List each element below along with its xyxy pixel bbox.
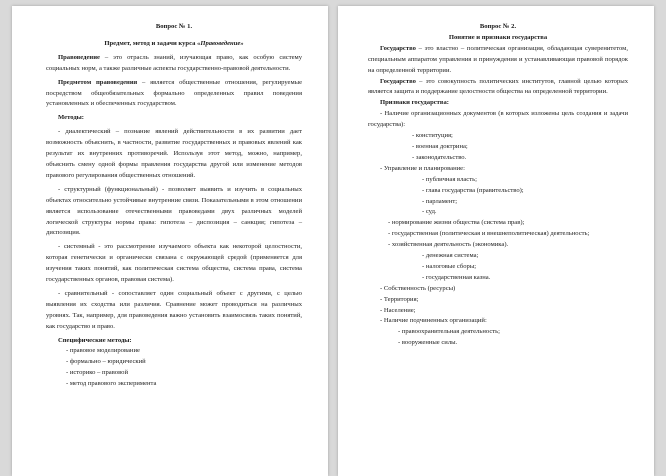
- mgmt-item: - парламент;: [422, 197, 458, 205]
- misc-item: - Собственность (ресурсы): [380, 284, 456, 292]
- method-paragraph: - диалектический – познание явлений действительности в их развитии дает возможность объяснить, в частности, развитие государственных и правовых явлений как результат их внутренних противоречий. Используя этот метод, можно, например, объяснить смену одной формы правления государства другой или изменение методов правового регулирования общественных отношений.: [46, 128, 302, 179]
- methods-title: Методы:: [58, 114, 85, 122]
- docs-item: - военная доктрина;: [412, 142, 468, 150]
- docs-item: - законодательство.: [412, 153, 467, 161]
- econ-item: - налоговые сборы;: [422, 262, 477, 270]
- docs-item: - конституция;: [412, 132, 453, 140]
- state-definition-2: Государство – это совокупность политических институтов, главной целью которых является защита и поддержание целостности общества на определенной территории.: [368, 77, 628, 96]
- document-page-1: [12, 6, 328, 476]
- subject-definition: Предметом правоведения – является общественные отношения, регулируемые посредством общеобязательных формально определенных правил поведения установленных и обеспеченных государством.: [46, 78, 303, 108]
- method-paragraph: - сравнительный - сопоставляет один социальный объект с другими, с целью выявления их сходства или различия. Сравнение может проводиться на различных уровнях. Так, например, для правоведения важно установить взаимосвязь таких понятий, как государство и право.: [46, 289, 302, 330]
- orgs-item: - правоохранительная деятельность;: [398, 328, 500, 336]
- mgmt-item: - глава государства (правительство);: [422, 186, 524, 194]
- specific-method-item: - историко – правовой: [66, 369, 128, 377]
- rules-item: - хозяйственная деятельность (экономика).: [388, 241, 509, 249]
- econ-item: - денежная система;: [422, 252, 479, 260]
- mgmt-item: - публичная власть;: [422, 175, 477, 183]
- misc-item: - Население;: [380, 306, 416, 314]
- state-definition-1: Государство – это властно – политическая организация, обладающая суверенитетом, специальным аппаратом управления и принуждения и устанавливающая правовой порядок на определенной территории.: [368, 44, 628, 74]
- mgmt-title: - Управление и планирование:: [380, 164, 465, 172]
- mgmt-item: - суд.: [422, 208, 437, 216]
- rules-item: - государственная (политическая и внешнеполитическая) деятельность;: [388, 230, 590, 238]
- page1-subheading: Предмет, метод и задачи курса «Правоведение»: [104, 39, 244, 47]
- page1-heading: Вопрос № 1.: [155, 23, 193, 30]
- page2-subheading: Понятие и признаки государства: [448, 33, 548, 41]
- pravovedenie-definition: Правоведение – это отрасль знаний, изучающая право, как особую систему социальных норм, а также различные аспекты государственно-правовой деятельности.: [46, 53, 302, 72]
- document-page-2: [338, 6, 654, 476]
- specific-method-item: - формально – юридический: [66, 358, 146, 366]
- misc-item: - Территория;: [380, 295, 419, 303]
- method-paragraph: - системный - это рассмотрение изучаемого объекта как некоторой целостности, которая генетически и органически связана с окружающей средой (применяется для изучения таких понятий, как политическая система общества, система права, система государственных органов, правовая система).: [46, 243, 302, 284]
- rules-item: - нормирование жизни общества (система прав);: [388, 219, 525, 227]
- method-paragraph: - структурный (функциональный) - позволяет выявить и изучить в социальных объектах относительно устойчивые внутренние связи. Показательными в этом отношении является использование отечественными правоведами двух различных моделей логической структуры нормы права: гипотеза – диспозиция – санкция; гипотеза – диспозиция.: [46, 185, 302, 237]
- signs-title: Признаки государства:: [380, 99, 449, 107]
- orgs-item: - вооруженные силы.: [398, 339, 458, 347]
- specific-methods-title: Специфические методы:: [58, 336, 132, 344]
- econ-item: - государственная казна.: [422, 273, 491, 281]
- page2-heading: Вопрос № 2.: [479, 23, 517, 30]
- misc-item: - Наличие подчиненных организаций:: [380, 317, 487, 325]
- docs-intro: - Наличие организационных документов (в которых изложены цель создания и задачи государства):: [368, 110, 628, 129]
- specific-method-item: - метод правового эксперимента: [66, 380, 157, 388]
- specific-method-item: - правовое моделирование: [66, 347, 140, 355]
